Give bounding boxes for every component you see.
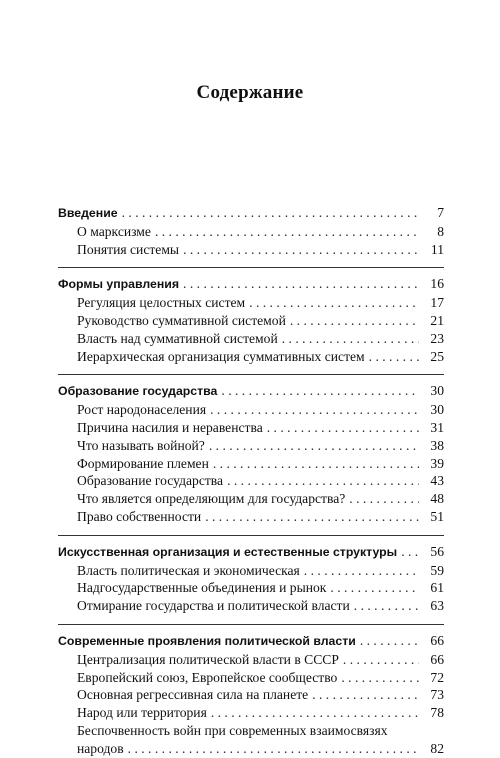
- toc-entry: [58, 419, 444, 437]
- toc-entry: [58, 686, 444, 704]
- toc-section: [58, 204, 444, 258]
- toc-entry-label: Власть над суммативной системой: [77, 330, 278, 346]
- dot-leader: [205, 508, 419, 526]
- page-number: 78: [430, 705, 444, 721]
- dot-leader: [282, 330, 419, 348]
- page-number: 66: [430, 651, 444, 667]
- toc-entry-label: Основная регрессивная сила на планете: [77, 687, 309, 703]
- toc-entry-label: Формирование племен: [77, 455, 209, 471]
- section-heading: [58, 275, 444, 294]
- dot-leader: [122, 204, 419, 222]
- dot-leader: [155, 223, 419, 241]
- section-heading-label: Введение: [58, 206, 118, 220]
- page-number: 39: [430, 455, 444, 471]
- toc-entry-label: О марксизме: [77, 223, 151, 239]
- page-number: 63: [430, 598, 444, 614]
- page-number: 21: [430, 312, 444, 328]
- toc-entry: [58, 490, 444, 508]
- dot-leader: [227, 472, 419, 490]
- toc-entry: [58, 472, 444, 490]
- dot-leader: [249, 294, 419, 312]
- dot-leader: [290, 312, 419, 330]
- toc-entry: [58, 508, 444, 526]
- toc-entry-label: Власть политическая и экономическая: [77, 562, 300, 578]
- toc-entry-label: Что является определяющим для государства?: [77, 491, 346, 507]
- toc-entry: [58, 651, 444, 669]
- dot-leader: [210, 401, 419, 419]
- toc-entry-label: Образование государства: [77, 473, 224, 489]
- page-number: 17: [430, 295, 444, 311]
- toc-entry: [58, 579, 444, 597]
- section-heading-label: Формы управления: [58, 277, 180, 292]
- page-number: 38: [430, 437, 444, 453]
- dot-leader: [360, 632, 419, 650]
- dot-leader: [401, 543, 419, 561]
- toc-section: [58, 374, 444, 525]
- page-number: 16: [430, 276, 444, 292]
- toc-section: [58, 535, 444, 615]
- toc-entry-label: Народ или территория: [77, 705, 207, 721]
- dot-leader: [211, 704, 419, 722]
- toc-entry-label: Иерархическая организация суммативных систем: [77, 348, 365, 364]
- table-of-contents: [58, 204, 444, 758]
- toc-entry: [58, 597, 444, 615]
- dot-leader: [343, 651, 419, 669]
- section-heading-label: Искусственная организация и естественные структуры: [58, 544, 398, 559]
- dot-leader: [183, 275, 419, 293]
- page-number: 82: [430, 740, 444, 756]
- toc-entry-label: Право собственности: [77, 508, 202, 524]
- toc-entry-label: Регуляция целостных систем: [77, 295, 246, 311]
- toc-entry: [58, 330, 444, 348]
- toc-entry-label: Рост народонаселения: [77, 402, 207, 418]
- section-heading: [58, 632, 444, 651]
- section-heading-label: Образование государства: [58, 384, 218, 399]
- dot-leader: [267, 419, 419, 437]
- toc-section: [58, 624, 444, 758]
- toc-entry-label: Беспочвенность войн при современных взаимосвязях: [77, 722, 388, 738]
- dot-leader: [209, 437, 419, 455]
- toc-entry: [58, 455, 444, 473]
- dot-leader: [330, 579, 419, 597]
- page-number: 48: [430, 491, 444, 507]
- section-heading-label: Современные проявления политической власти: [58, 633, 356, 648]
- toc-entry: [58, 241, 444, 259]
- toc-entry: [58, 562, 444, 580]
- page-number: 25: [430, 348, 444, 364]
- page-number: 8: [437, 223, 444, 239]
- toc-entry: [58, 437, 444, 455]
- toc-entry-label: Понятия системы: [77, 241, 180, 257]
- page-number: 66: [430, 632, 444, 648]
- toc-entry: [58, 312, 444, 330]
- page-number: 61: [430, 580, 444, 596]
- page-number: 73: [430, 687, 444, 703]
- page-number: 43: [430, 473, 444, 489]
- dot-leader: [128, 740, 419, 758]
- dot-leader: [349, 490, 419, 508]
- section-heading: [58, 543, 444, 562]
- toc-entry-label: Отмирание государства и политической власти: [77, 598, 350, 614]
- page-number: 23: [430, 330, 444, 346]
- toc-entry: [58, 401, 444, 419]
- page-title: Содержание: [196, 82, 304, 103]
- dot-leader: [304, 562, 419, 580]
- toc-entry-label: Руководство суммативной системой: [77, 312, 286, 328]
- dot-leader: [369, 348, 419, 366]
- page-number: 7: [437, 205, 444, 220]
- page-number: 72: [430, 669, 444, 685]
- toc-entry: [58, 704, 444, 722]
- dot-leader: [183, 241, 419, 259]
- page-number: 30: [430, 402, 444, 418]
- page-number: 59: [430, 562, 444, 578]
- section-heading: [58, 382, 444, 401]
- page-number: 11: [430, 241, 444, 257]
- toc-entry-label: Надгосударственные объединения и рынок: [77, 580, 327, 596]
- toc-entry: [58, 294, 444, 312]
- page-number: 56: [430, 543, 444, 559]
- toc-entry-label: Европейский союз, Европейское сообщество: [77, 669, 338, 685]
- toc-entry: [58, 348, 444, 366]
- page-number: 31: [430, 419, 444, 435]
- toc-entry: [58, 669, 444, 687]
- toc-entry-label: Что называть войной?: [77, 437, 205, 453]
- dot-leader: [221, 382, 419, 400]
- page-number: 51: [430, 508, 444, 524]
- dot-leader: [312, 686, 419, 704]
- page-number: 30: [430, 383, 444, 399]
- toc-section: [58, 267, 444, 365]
- toc-entry-label: Причина насилия и неравенства: [77, 419, 263, 435]
- toc-entry-label: Централизация политической власти в СССР: [77, 651, 339, 667]
- toc-entry: [58, 223, 444, 241]
- toc-entry: [58, 722, 444, 758]
- toc-entry-label-continued: народов: [77, 740, 124, 756]
- dot-leader: [341, 669, 419, 687]
- dot-leader: [213, 455, 419, 473]
- section-heading: [58, 204, 444, 223]
- dot-leader: [354, 597, 419, 615]
